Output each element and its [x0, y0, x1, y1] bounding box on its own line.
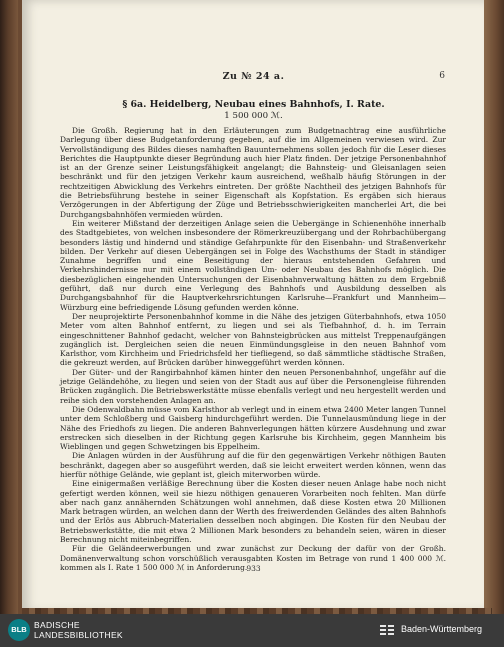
section-amount: 1 500 000 ℳ. [224, 111, 283, 121]
paragraph: Für die Geländeerwerbungen und zwar zunächst zur Deckung der dafür von der Großh. Domänenverwaltung schon vorschüßlich verausgabten Kosten im Betrage von rund 1 400 000 ℳ. kommen als I. Rate 1 500 000 ℳ in Anforderung. [60, 544, 446, 572]
paragraph: Die Großh. Regierung hat in den Erläuterungen zum Budgetnachtrag eine ausführliche Darlegung über diese Budgetanforderung gegeben, auf die im Allgemeinen verwiesen wird. Zur Vervollständigung des Bildes dieses namhaften Bauunternehmens sollen jedoch für die Leser dieses Berichtes die Hauptpunkte dieser Begründung auch hier Platz finden. Der jetzige Personenbahnhof ist an der Grenze seiner Leistungsfähigkeit angelangt; die Bahnsteig- und Gleisanlagen seien beschränkt und für den jetzigen Verkehr kaum ausreichend, weßhalb häufig Störungen in der rechtzeitigen Abwicklung des Verkehrs eintreten. Der größte Nachtheil des jetzigen Bahnhofs für die Betriebsführung bestehe in seiner Eigenschaft als Kopfstation. Es ergäben sich hieraus Verzögerungen in der Abfertigung der Züge und Betriebsschwierigkeiten mancherlei Art, die bei Durchgangsbahnhöfen vermieden würden. [60, 126, 446, 219]
section-heading: § 6a. Heidelberg, Neubau eines Bahnhofs, I. Rate. [122, 99, 385, 110]
page-number: 6 [439, 71, 445, 81]
paragraph: Der neuprojektirte Personenbahnhof komme in die Nähe des jetzigen Güterbahnhofs, etwa 1050 Meter vom alten Bahnhof entfernt, zu liegen und sei als Tiefbahnhof, d. h. im Terrain eingeschnittener Bahnhof gedacht, welcher von Bahnsteigbrücken aus mittelst Treppenaufgängen zugänglich ist. Dergleichen seien die neuen Einmündungsgleise in den neuen Bahnhof vom Karlsthor, vom Kirchheim und Friedrichsfeld her tiefliegend, so daß sämmtliche städtische Straßen, die gekreuzt werden, auf Brücken darüber hinweggeführt werden können. [60, 311, 446, 368]
folio-number: 933 [246, 564, 261, 573]
body-text [60, 126, 446, 572]
paragraph: Ein weiterer Mißstand der derzeitigen Anlage seien die Uebergänge in Schienenhöhe innerhalb des Stadtgebietes, von welchen insbesondere der Römerkreuzübergang und der Rohrbachübergang besonders lästig und hindernd und ständige Gefahrpunkte für den Eisenbahn- und Straßenverkehr bilden. Der Verkehr auf diesen Uebergängen sei in Folge des Wachsthums der Stadt in ständiger Zunahme begriffen und eine Beseitigung der hieraus entstehenden Gefahren und Verkehrshindernisse nur mit einem vollständigen Um- oder Neubau des Bahnhofs möglich. Die diesbezüglichen eingehenden Untersuchungen der Eisenbahnverwaltung hätten zu dem Ergebniß geführt, daß nur durch eine Verlegung des Bahnhofs und Ausbildung desselben als Durchgangsbahnhof für die Hauptverkehrsrichtungen Karlsruhe—Frankfurt und Mannheim—Würzburg eine befriedigende Lösung gefunden werden könne. [60, 218, 446, 312]
blb-logo-icon[interactable]: BLB [8, 619, 30, 641]
running-header-title: Zu № 24 a. [222, 71, 285, 82]
viewer-footer [0, 614, 504, 647]
baden-wuerttemberg-coat-of-arms-icon[interactable] [377, 621, 397, 639]
paragraph: Eine einigermaßen verläßige Berechnung über die Kosten dieser neuen Anlage habe noch nicht gefertigt werden können, weil sie hiezu nöthigen genaueren Vorarbeiten noch fehlten. Man dürfe aber nach ganz annähernden Schätzungen wohl annehmen, daß diese Kosten etwa 20 Millionen Mark betragen würden, an welchen dann der Werth des freiwerdenden Geländes des alten Bahnhofs und der Erlös aus Abbruch-Materialien desselben noch abgingen. Die Kosten für den Neubau der Betriebswerkstätte, die mit etwa 2 Millionen Mark besonders zu behandeln seien, wären in dieser Berechnung nicht miteinbegriffen. [60, 479, 446, 545]
state-name[interactable]: Baden-Württemberg [401, 624, 483, 634]
paragraph: Die Anlagen würden in der Ausführung auf die für den gegenwärtigen Verkehr nöthigen Bauten beschränkt, dagegen aber so ausgeführt werden, daß sie leicht erweitert werden können, wenn das hierfür nöthige Gelände, wie geplant ist, gleich miterworben würde. [60, 451, 446, 479]
running-header [22, 71, 485, 85]
library-name[interactable] [34, 620, 123, 640]
paragraph: Der Güter- und der Rangirbahnhof kämen hinter den neuen Personenbahnhof, ungefähr auf die jetzige Geländehöhe, zu liegen und seien von der Stadt aus auf über die Personengleise führenden Brücken zugänglich. Die Betriebswerkstätte müsse ebenfalls verlegt und neu hergestellt werden und reihe sich den vorstehenden Anlagen an. [60, 367, 446, 405]
paragraph: Die Odenwaldbahn müsse vom Karlsthor ab verlegt und in einem etwa 2400 Meter langen Tunnel unter dem Schloßberg und Gaisberg hindurchgeführt werden. Die Tunnelausmündung liege in der Nähe des Friedhofs zu liegen. Die anderen Bahnverlegungen hätten kürzere Ausdehnung und zwar erstrecken sich dieselben in der Richtung gegen Karlsruhe bis Kirchheim, gegen Mannheim bis Wieblingen und gegen Schwetzingen bis Eppelheim. [60, 404, 446, 452]
library-name-line1: BADISCHE [34, 620, 80, 630]
library-name-line2: LANDESBIBLIOTHEK [34, 630, 123, 640]
book-binding [0, 0, 18, 614]
book-cover-edge [484, 0, 504, 614]
